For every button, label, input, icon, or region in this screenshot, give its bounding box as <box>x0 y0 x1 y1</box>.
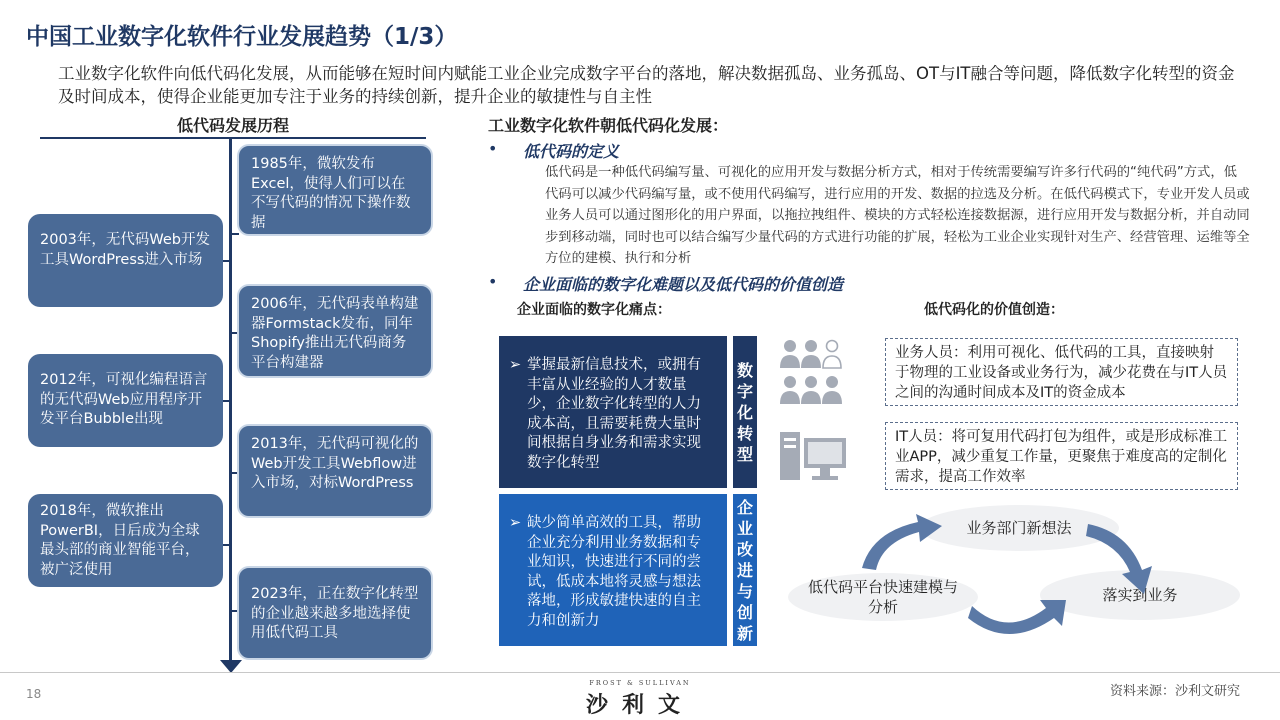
value-business-staff: 业务人员：利用可视化、低代码的工具，直接映射于物理的工业设备或业务行为，减少花费在与IT人员之间的沟通时间成本及IT的资金成本 <box>885 338 1238 406</box>
cycle-node-lowcode-platform: 低代码平台快速建模与分析 <box>788 573 978 621</box>
timeline-tick <box>222 544 230 546</box>
pain-label-digital-transformation: 数字化转型 <box>733 336 757 488</box>
cycle-arrows <box>830 510 1230 640</box>
timeline-event-2018: 2018年，微软推出PowerBI，日后成为全球最头部的商业智能平台，被广泛使用 <box>28 494 223 587</box>
value-it-staff: IT人员：将可复用代码打包为组件，或是形成标准工业APP，减少重复工作量，更聚焦于难度高的定制化需求，提高工作效率 <box>885 422 1238 490</box>
timeline-event-2023: 2023年，正在数字化转型的企业越来越多地选择使用低代码工具 <box>237 566 433 660</box>
timeline-event-2003: 2003年，无代码Web开发工具WordPress进入市场 <box>28 214 223 307</box>
brand-logo-latin: FROST & SULLIVAN <box>589 679 691 687</box>
pain-point-text: 掌握最新信息技术，或拥有丰富从业经验的人才数量少，企业数字化转型的人力成本高，且需要耗费大量时间根据自身业务和需求实现数字化转型 <box>527 357 701 471</box>
value-heading: 企业面临的数字化难题以及低代码的价值创造 <box>523 275 844 294</box>
pain-point-tools <box>499 494 727 646</box>
arrow-bullet-icon: ➢ <box>509 515 522 531</box>
computer-monitor-icon <box>780 430 846 484</box>
timeline-event-2006: 2006年，无代码表单构建器Formstack发布，同年Shopify推出无代码商务平台构建器 <box>237 284 433 378</box>
timeline-tick <box>231 233 239 235</box>
timeline-event-2013: 2013年，无代码可视化的Web开发工具Webflow进入市场，对标WordPress <box>237 424 433 518</box>
page-title: 中国工业数字化软件行业发展趋势（1/3） <box>26 24 458 50</box>
history-title-rule <box>40 137 426 139</box>
cycle-arrow-bottom-icon <box>968 600 1066 634</box>
bullet-icon: • <box>488 272 498 291</box>
definition-heading: 低代码的定义 <box>523 142 620 161</box>
page-number: 18 <box>26 687 42 701</box>
brand-logo-chinese: 沙利文 <box>585 693 694 718</box>
cycle-arrow-left-icon <box>862 514 942 570</box>
timeline-event-1985: 1985年，微软发布Excel，使得人们可以在不写代码的情况下操作数据 <box>237 144 433 236</box>
timeline-event-2012: 2012年，可视化编程语言的无代码Web应用程序开发平台Bubble出现 <box>28 354 223 447</box>
trend-title: 工业数字化软件朝低代码化发展： <box>488 116 729 135</box>
timeline-tick <box>222 400 230 402</box>
cycle-node-implement: 落实到业务 <box>1040 570 1240 620</box>
people-group-icon <box>780 338 842 408</box>
source-note: 资料来源：沙利文研究 <box>1110 684 1241 699</box>
footer-rule <box>0 672 1280 673</box>
pain-points-heading: 企业面临的数字化痛点： <box>517 302 671 318</box>
value-creation-heading: 低代码化的价值创造： <box>924 302 1064 318</box>
arrow-bullet-icon: ➢ <box>509 357 522 373</box>
intro-paragraph: 工业数字化软件向低代码化发展，从而能够在短时间内赋能工业企业完成数字平台的落地，解决数据孤岛、业务孤岛、OT与IT融合等问题，降低数字化转型的资金及时间成本，使得企业能更加专注于业务的持续创新，提升企业的敏捷性与自主性 <box>58 64 1235 106</box>
cycle-node-new-idea: 业务部门新想法 <box>919 505 1119 551</box>
pain-point-text: 缺少简单高效的工具，帮助企业充分利用业务数据和专业知识，快速进行不同的尝试，低成本地将灵感与想法落地，形成敏捷快速的自主力和创新力 <box>527 515 701 629</box>
timeline-tick <box>222 260 230 262</box>
pain-label-improvement-innovation: 企业改进与创新 <box>733 494 757 646</box>
definition-text: 低代码是一种低代码编写量、可视化的应用开发与数据分析方式，相对于传统需要编写许多行代码的“纯代码”方式，低代码可以减少代码编写量，或不使用代码编写，进行应用的开发、数据的拉选及分析。在低代码模式下，专业开发人员或业务人员可以通过图形化的用户界面，以拖拉拽组件、模块的方式轻松连接数据源，进行应用开发与数据分析，并自动同步到移动端，同时也可以结合编写少量代码的方式进行功能的扩展，轻松为工业企业实现针对生产、经营管理、运维等全方位的建模、执行和分析 <box>545 165 1250 266</box>
history-title: 低代码发展历程 <box>176 116 289 135</box>
pain-point-talent <box>499 336 727 488</box>
cycle-arrow-right-icon <box>1086 524 1152 594</box>
bullet-icon: • <box>488 139 498 158</box>
